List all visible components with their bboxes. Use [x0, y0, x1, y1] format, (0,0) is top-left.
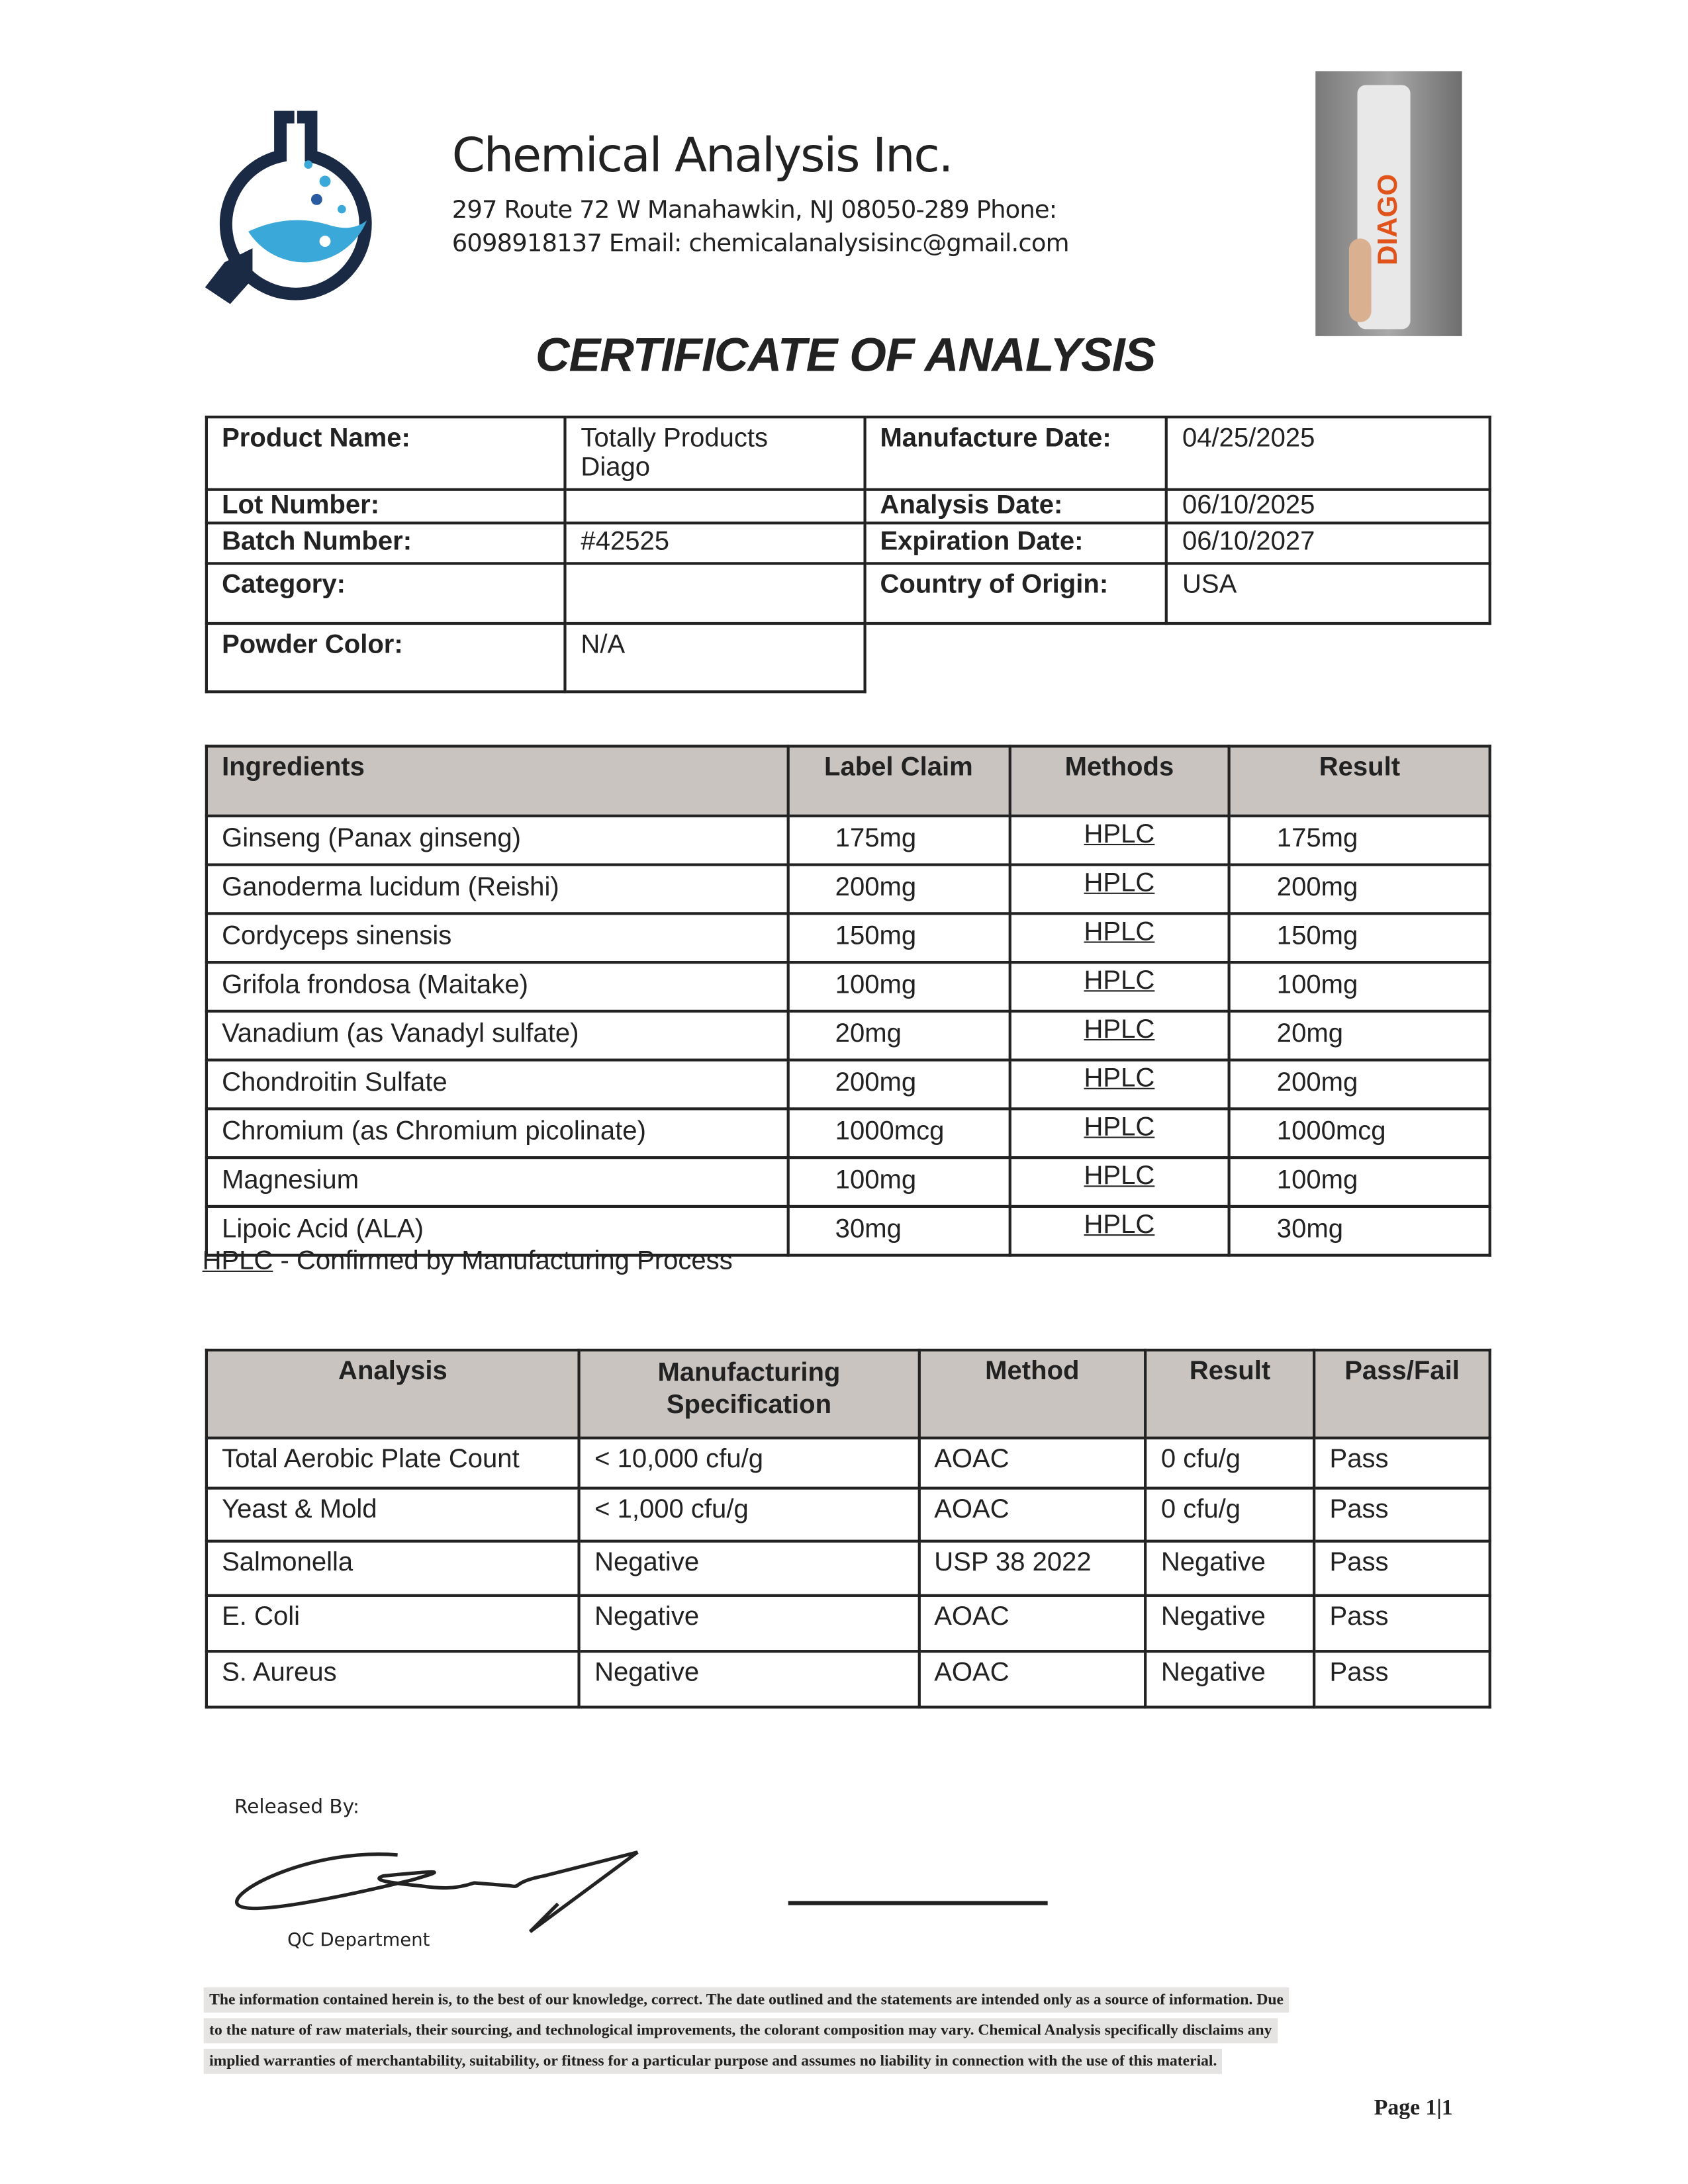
pass-fail: Pass — [1314, 1651, 1489, 1707]
pass-fail: Pass — [1314, 1438, 1489, 1488]
label-claim: 1000mcg — [788, 1109, 1009, 1158]
product-name: Totally Products Diago — [565, 417, 865, 490]
label-claim: 200mg — [788, 1060, 1009, 1109]
pass-fail: Pass — [1314, 1596, 1489, 1651]
table-row — [207, 1109, 1490, 1158]
column-header: Result — [1146, 1350, 1315, 1438]
page-title: CERTIFICATE OF ANALYSIS — [535, 329, 1156, 383]
result: Negative — [1146, 1651, 1315, 1707]
method: AOAC — [919, 1438, 1146, 1488]
table-row — [207, 1158, 1490, 1206]
product-photo — [1315, 71, 1462, 336]
result: 150mg — [1229, 913, 1490, 962]
result: 200mg — [1229, 865, 1490, 914]
analysis-date: 06/10/2025 — [1167, 490, 1490, 523]
method: AOAC — [919, 1651, 1146, 1707]
batch-number: #42525 — [565, 523, 865, 563]
column-header: Ingredients — [207, 746, 788, 815]
method-note: HPLC - Confirmed by Manufacturing Process — [202, 1247, 733, 1277]
microbiology-table — [205, 1349, 1491, 1709]
company-name: Chemical Analysis Inc. — [451, 128, 953, 185]
method-link[interactable]: HPLC — [1009, 865, 1229, 914]
company-contact: 6098918137 Email: chemicalanalysisinc@gmail.com — [451, 230, 1069, 258]
manufacture-date: 04/25/2025 — [1167, 417, 1490, 490]
specification: < 1,000 cfu/g — [579, 1488, 919, 1541]
pass-fail: Pass — [1314, 1541, 1489, 1596]
column-header: Method — [919, 1350, 1146, 1438]
table-row — [207, 1651, 1490, 1707]
company-address: 297 Route 72 W Manahawkin, NJ 08050-289 Phone: — [451, 197, 1057, 225]
table-row — [207, 913, 1490, 962]
label-claim: 100mg — [788, 962, 1009, 1011]
ingredient-name: Grifola frondosa (Maitake) — [207, 962, 788, 1011]
category — [565, 563, 865, 623]
specification: Negative — [579, 1596, 919, 1651]
ingredient-name: Chondroitin Sulfate — [207, 1060, 788, 1109]
table-row — [207, 816, 1490, 865]
result: 200mg — [1229, 1060, 1490, 1109]
result: 0 cfu/g — [1146, 1488, 1315, 1541]
ingredient-name: Magnesium — [207, 1158, 788, 1206]
label: Analysis Date: — [865, 490, 1167, 523]
label-claim: 30mg — [788, 1206, 1009, 1255]
powder-color: N/A — [565, 623, 865, 692]
method: AOAC — [919, 1488, 1146, 1541]
ingredients-table — [205, 745, 1491, 1256]
analysis: S. Aureus — [207, 1651, 579, 1707]
specification: Negative — [579, 1651, 919, 1707]
method-link[interactable]: HPLC — [1009, 816, 1229, 865]
table-row — [207, 1011, 1490, 1060]
label: Product Name: — [207, 417, 565, 490]
table-row — [207, 1060, 1490, 1109]
method-link[interactable]: HPLC — [1009, 1206, 1229, 1255]
signature-line — [788, 1901, 1048, 1905]
method-link[interactable]: HPLC — [1009, 913, 1229, 962]
method: USP 38 2022 — [919, 1541, 1146, 1596]
result: 1000mcg — [1229, 1109, 1490, 1158]
qc-department-label: QC Department — [287, 1930, 430, 1952]
ingredient-name: Ganoderma lucidum (Reishi) — [207, 865, 788, 914]
ingredient-name: Ginseng (Panax ginseng) — [207, 816, 788, 865]
method: AOAC — [919, 1596, 1146, 1651]
specification: < 10,000 cfu/g — [579, 1438, 919, 1488]
label-claim: 175mg — [788, 816, 1009, 865]
ingredient-name: Chromium (as Chromium picolinate) — [207, 1109, 788, 1158]
table-row — [207, 1488, 1490, 1541]
label-claim: 150mg — [788, 913, 1009, 962]
column-header: Result — [1229, 746, 1490, 815]
product-photo-label: DIAGO — [1373, 173, 1404, 265]
column-header: Manufacturing Specification — [579, 1350, 919, 1438]
table-row — [207, 1541, 1490, 1596]
result: Negative — [1146, 1541, 1315, 1596]
analysis: Yeast & Mold — [207, 1488, 579, 1541]
method-link[interactable]: HPLC — [1009, 1158, 1229, 1206]
expiration-date: 06/10/2027 — [1167, 523, 1490, 563]
label: Powder Color: — [207, 623, 565, 692]
lot-number — [565, 490, 865, 523]
page-number: Page 1|1 — [1374, 2096, 1453, 2120]
method-link[interactable]: HPLC — [1009, 962, 1229, 1011]
result: 30mg — [1229, 1206, 1490, 1255]
result: 100mg — [1229, 962, 1490, 1011]
label: Manufacture Date: — [865, 417, 1167, 490]
ingredient-name: Lipoic Acid (ALA) — [207, 1206, 788, 1255]
label-claim: 20mg — [788, 1011, 1009, 1060]
label-claim: 100mg — [788, 1158, 1009, 1206]
country-of-origin: USA — [1167, 563, 1490, 623]
analysis: Total Aerobic Plate Count — [207, 1438, 579, 1488]
table-row — [207, 1438, 1490, 1488]
ingredient-name: Vanadium (as Vanadyl sulfate) — [207, 1011, 788, 1060]
label-claim: 200mg — [788, 865, 1009, 914]
result: 100mg — [1229, 1158, 1490, 1206]
ingredient-name: Cordyceps sinensis — [207, 913, 788, 962]
analysis: Salmonella — [207, 1541, 579, 1596]
analysis: E. Coli — [207, 1596, 579, 1651]
released-by-label: Released By: — [234, 1796, 359, 1819]
product-info-table — [205, 416, 1491, 693]
column-header: Label Claim — [788, 746, 1009, 815]
table-row — [207, 962, 1490, 1011]
result: Negative — [1146, 1596, 1315, 1651]
label: Batch Number: — [207, 523, 565, 563]
method-link[interactable]: HPLC — [1009, 1109, 1229, 1158]
table-row — [207, 865, 1490, 914]
column-header: Analysis — [207, 1350, 579, 1438]
result: 0 cfu/g — [1146, 1438, 1315, 1488]
column-header: Pass/Fail — [1314, 1350, 1489, 1438]
label: Category: — [207, 563, 565, 623]
specification: Negative — [579, 1541, 919, 1596]
method-link[interactable]: HPLC — [1009, 1060, 1229, 1109]
label: Country of Origin: — [865, 563, 1167, 623]
method-link[interactable]: HPLC — [1009, 1011, 1229, 1060]
pass-fail: Pass — [1314, 1488, 1489, 1541]
result: 20mg — [1229, 1011, 1490, 1060]
column-header: Methods — [1009, 746, 1229, 815]
label: Expiration Date: — [865, 523, 1167, 563]
result: 175mg — [1229, 816, 1490, 865]
table-row — [207, 1596, 1490, 1651]
disclaimer: The information contained herein is, to the best of our knowledge, correct. The date outlined and the statements are intended only as a source of information. Due to the nature of raw materials, their sourcing, and technological improvements, the colorant composition may vary. Chemical Analysis specifically disclaims any implied warranties of merchantability, suitability, or fitness for a particular purpose and assumes no liability in connection with the use of this material. — [204, 1985, 1501, 2077]
label: Lot Number: — [207, 490, 565, 523]
flask-logo-icon — [203, 109, 412, 304]
